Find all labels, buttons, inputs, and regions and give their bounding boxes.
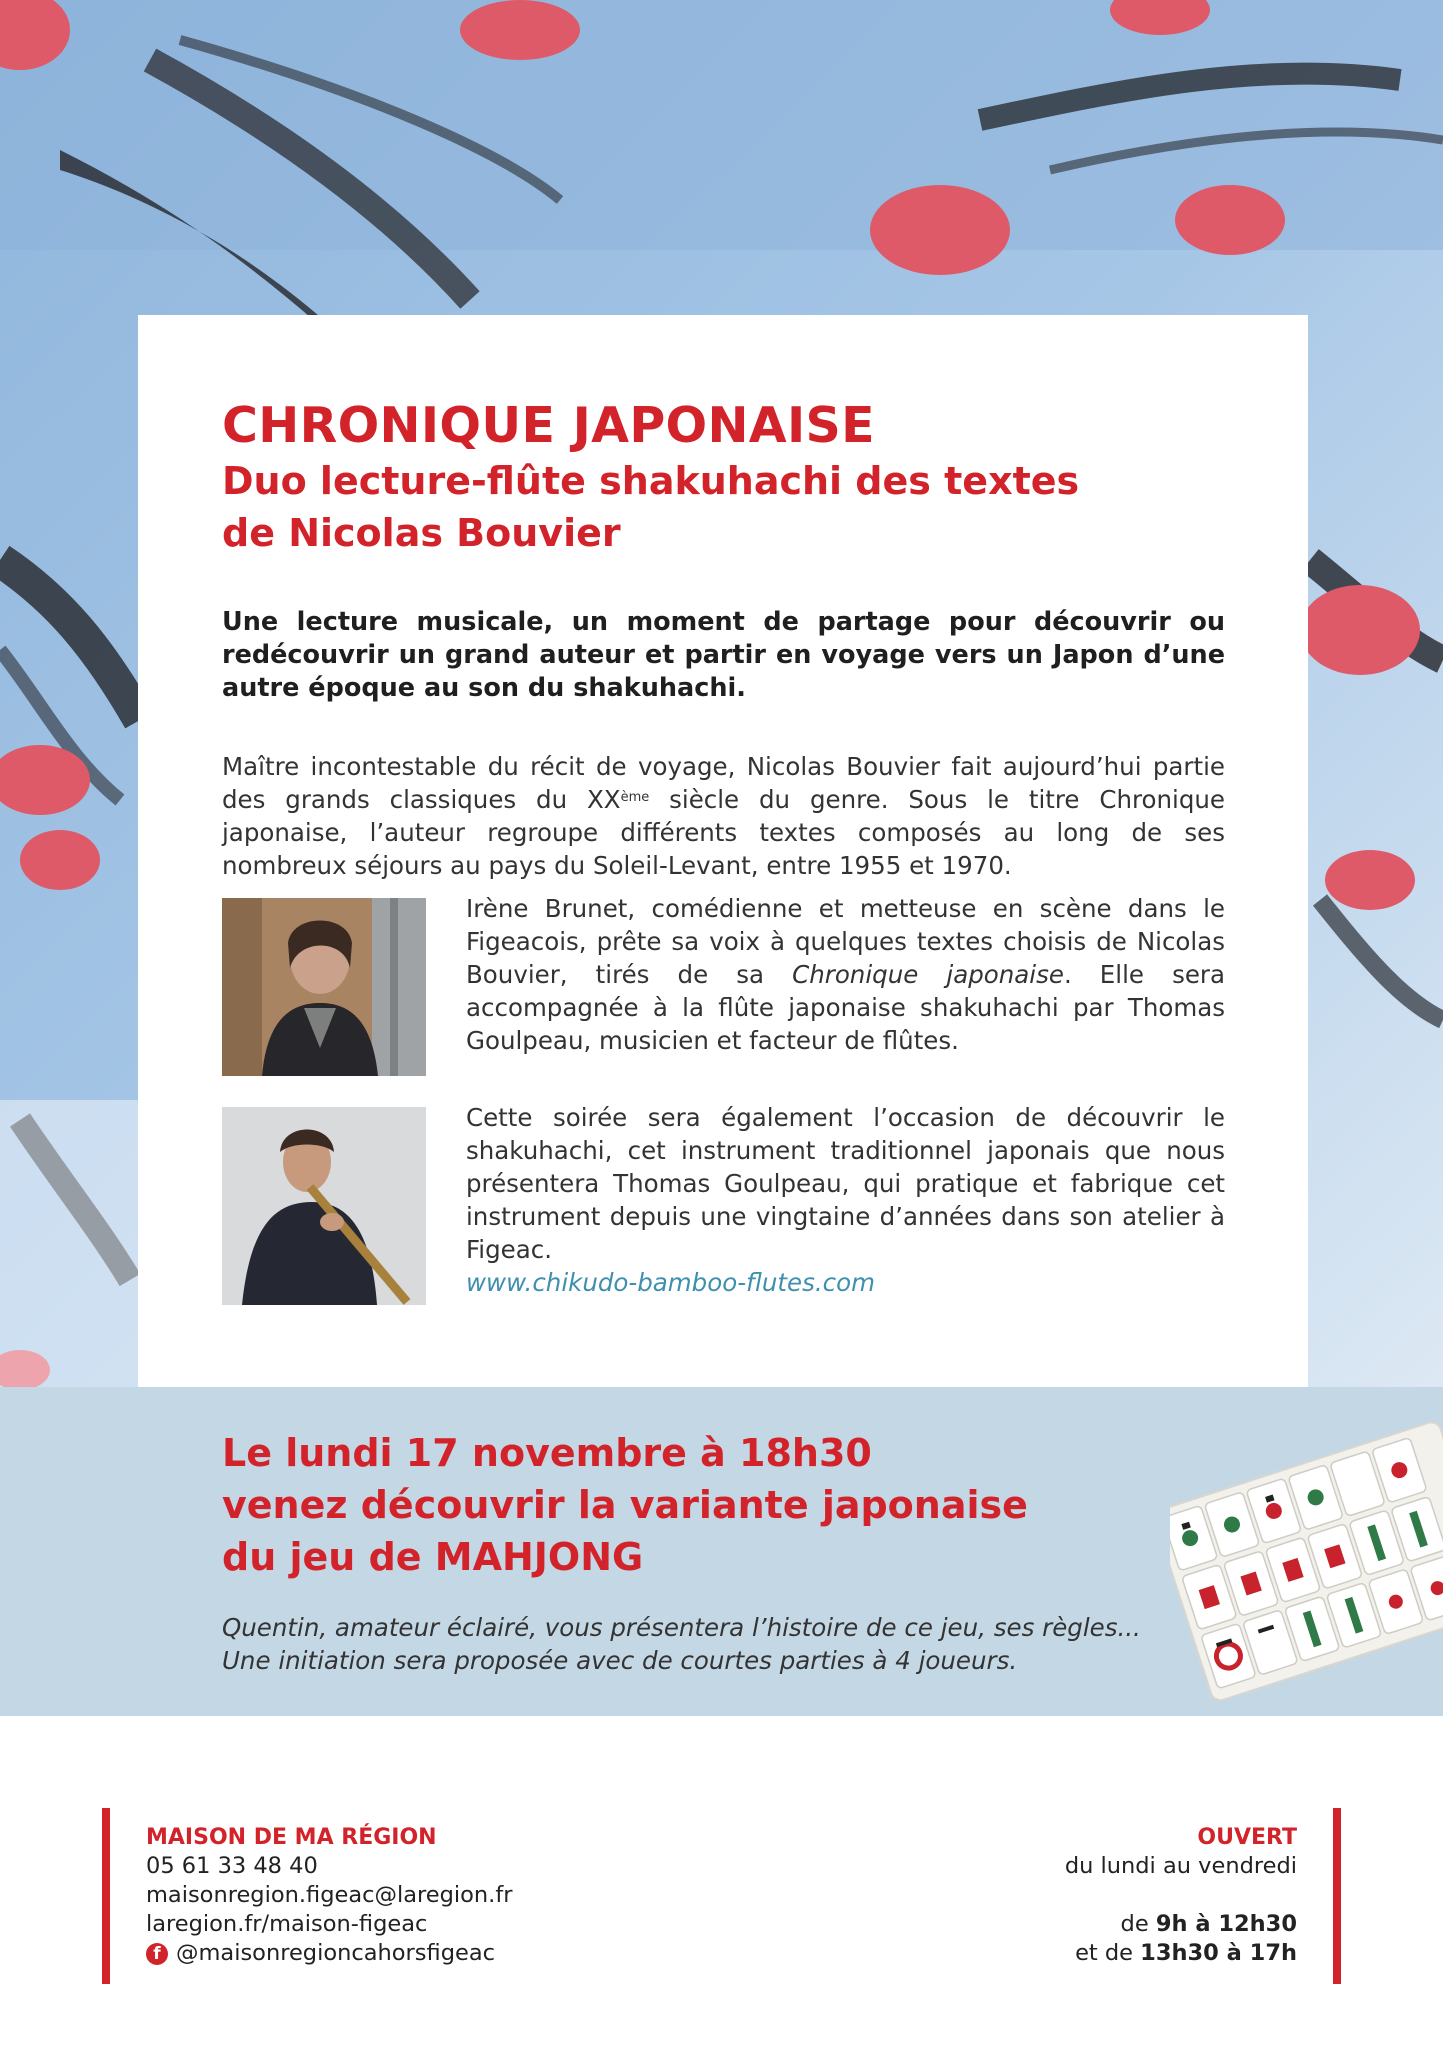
subtitle-line-1: Duo lecture-flûte shakuhachi des textes <box>222 459 1080 503</box>
irene-photo <box>222 898 426 1076</box>
intro-paragraph <box>222 750 1225 882</box>
event-title-line-2: venez découvrir la variante japonaise <box>222 1483 1028 1527</box>
event-title-line-3: du jeu de MAHJONG <box>222 1535 644 1579</box>
hours-morning-prefix: de <box>1120 1911 1156 1937</box>
intro-superscript: ème <box>620 790 650 805</box>
event-description-line-2: Une initiation sera proposée avec de courtes parties à 4 joueurs. <box>222 1646 1018 1675</box>
email-address[interactable]: maisonregion.figeac@laregion.fr <box>146 1882 513 1908</box>
thomas-row <box>222 1103 1225 1307</box>
facebook-icon: f <box>146 1943 168 1965</box>
event-description-line-1: Quentin, amateur éclairé, vous présentera l’histoire de ce jeu, ses règles... <box>222 1613 1141 1642</box>
article-card <box>138 315 1308 1387</box>
opening-hours-afternoon <box>1065 1939 1297 1968</box>
irene-text-part-1: Irène Brunet, comédienne et metteuse en scène dans le Figeacois, prête sa voix à quelques textes choisis de Nicolas Bouvier, tirés de sa <box>466 894 1225 989</box>
article-title: CHRONIQUE JAPONAISE <box>222 397 875 454</box>
event-title-line-1: Le lundi 17 novembre à 18h30 <box>222 1431 872 1475</box>
opening-days: du lundi au vendredi <box>1064 1853 1297 1879</box>
social-handle: @maisonregioncahorsfigeac <box>176 1940 495 1966</box>
thomas-paragraph: Cette soirée sera également l’occasion de découvrir le shakuhachi, cet instrument traditionnel japonais que nous présentera Thomas Goulpeau, qui pratique et fabrique cet instrument depuis une vingtaine d’années dans son atelier à Figeac. <box>466 1103 1225 1264</box>
intro-part-1: Maître incontestable du récit de voyage, Nicolas Bouvier fait aujourd’hui partie des grands classiques du XX <box>222 752 1225 814</box>
phone-number[interactable]: 05 61 33 48 40 <box>146 1853 318 1879</box>
contact-block <box>102 1808 513 1984</box>
irene-text-part-2: . Elle sera accompagnée à la flûte japonaise shakuhachi par Thomas Goulpeau, musicien et facteur de flûtes. <box>466 960 1225 1055</box>
opening-hours-block <box>1065 1808 1341 1984</box>
opening-hours-morning <box>1065 1910 1297 1939</box>
social-handle-row[interactable] <box>146 1939 513 1968</box>
event-description <box>222 1611 1142 1677</box>
website-link[interactable]: www.chikudo-bamboo-flutes.com <box>466 1268 875 1297</box>
irene-text <box>466 892 1225 1057</box>
mahjong-tiles-image <box>1170 1387 1443 1716</box>
irene-row <box>222 894 1225 1078</box>
irene-text-italic: Chronique japonaise <box>792 960 1064 989</box>
hours-afternoon-prefix: et de <box>1075 1940 1141 1966</box>
opening-label: OUVERT <box>1197 1825 1297 1850</box>
intro-part-2: siècle du genre. Sous le titre Chronique japonaise, l’auteur regroupe différents textes composés au long de ses nombreux séjours au pays du Soleil-Levant, entre 1955 et 1970. <box>222 785 1226 880</box>
organisation-name: MAISON DE MA RÉGION <box>146 1825 437 1850</box>
thomas-photo <box>222 1107 426 1305</box>
hours-afternoon-value: 13h30 à 17h <box>1140 1940 1297 1966</box>
lead-paragraph: Une lecture musicale, un moment de partage pour découvrir ou redécouvrir un grand auteur et partir en voyage vers un Japon d’une autre époque au son du shakuhachi. <box>222 607 1225 703</box>
website-address[interactable]: laregion.fr/maison-figeac <box>146 1911 428 1937</box>
event-band <box>0 1387 1443 1716</box>
subtitle-line-2: de Nicolas Bouvier <box>222 511 621 555</box>
article-subtitle <box>222 455 1225 559</box>
event-title <box>222 1427 1142 1583</box>
hours-morning-value: 9h à 12h30 <box>1155 1911 1297 1937</box>
thomas-text <box>466 1101 1225 1299</box>
